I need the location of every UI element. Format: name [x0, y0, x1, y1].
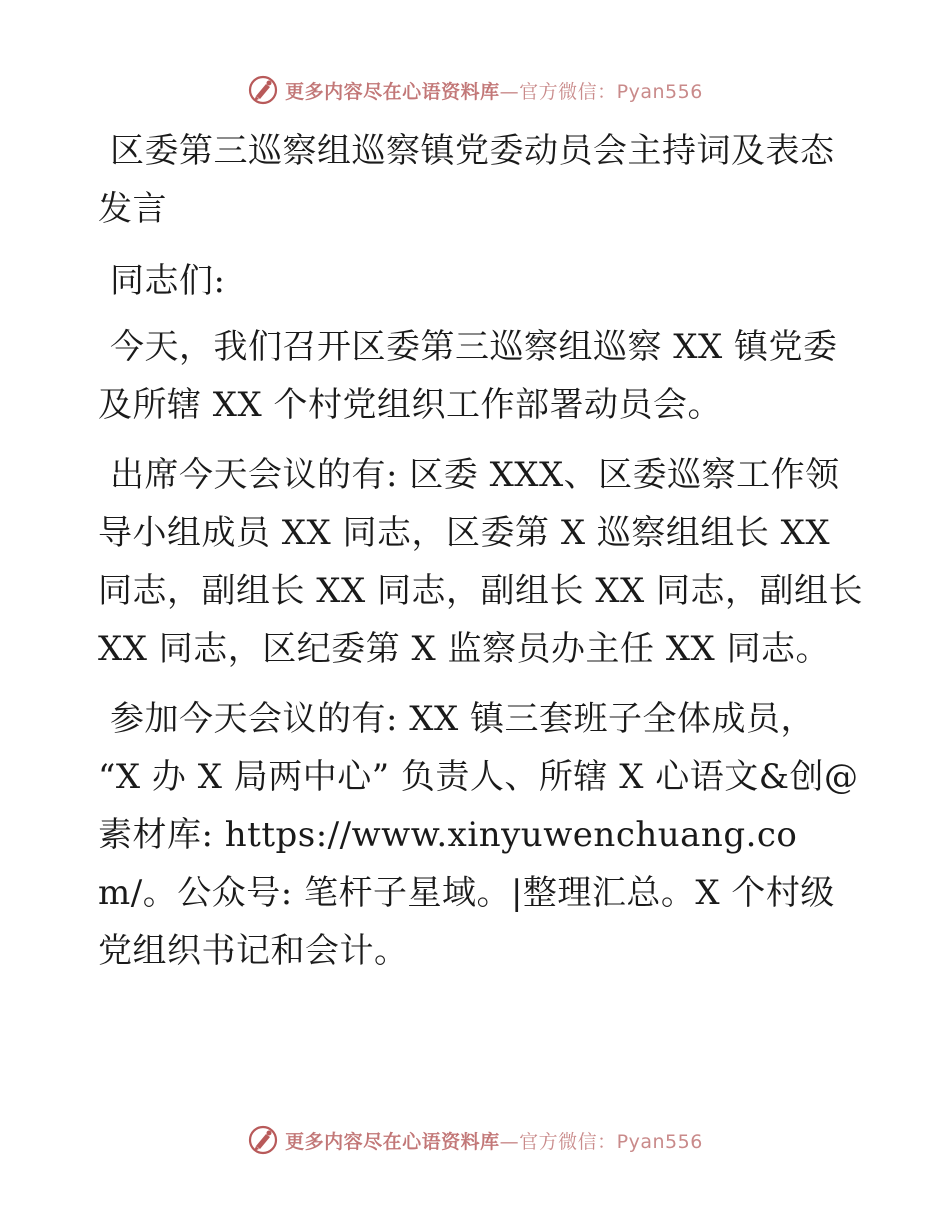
header-banner-main: 更多内容尽在心语资料库: [285, 80, 500, 103]
header-banner-official: 官方微信：Pyan556: [519, 80, 703, 103]
paragraph-opening: 今天，我们召开区委第三巡察组巡察 XX 镇党委及所辖 XX 个村党组织工作部署动员会。: [98, 327, 838, 425]
footer-banner-text: [285, 1127, 703, 1154]
footer-banner-official: 官方微信：Pyan556: [519, 1130, 703, 1153]
footer-banner-main: 更多内容尽在心语资料库: [285, 1130, 500, 1153]
paragraph-participants: 参加今天会议的有: XX 镇三套班子全体成员， “X 办 X 局两中心” 负责人、所辖 X 心语文&创@素材库: https://www.xinyuwenchuang.com/。公众号: 笔杆子星域。|整理汇总。X 个村级党组织书记和会计。: [98, 699, 859, 971]
document-body: [98, 122, 868, 992]
header-banner-separator: —: [499, 80, 520, 103]
pen-logo-icon: [247, 74, 279, 106]
footer-banner: [0, 1120, 950, 1160]
greeting: 同志们:: [110, 261, 226, 301]
pen-logo-icon: [247, 1124, 279, 1156]
header-banner-text: [285, 77, 703, 104]
footer-banner-separator: —: [499, 1130, 520, 1153]
header-banner: [0, 70, 950, 110]
paragraph-attendees: 出席今天会议的有: 区委 XXX、区委巡察工作领导小组成员 XX 同志，区委第 X 巡察组组长 XX 同志，副组长 XX 同志，副组长 XX 同志，副组长 XX 同志，区纪委第 X 监察员办主任 XX 同志。: [98, 455, 864, 669]
document-title: 区委第三巡察组巡察镇党委动员会主持词及表态发言: [98, 131, 835, 229]
